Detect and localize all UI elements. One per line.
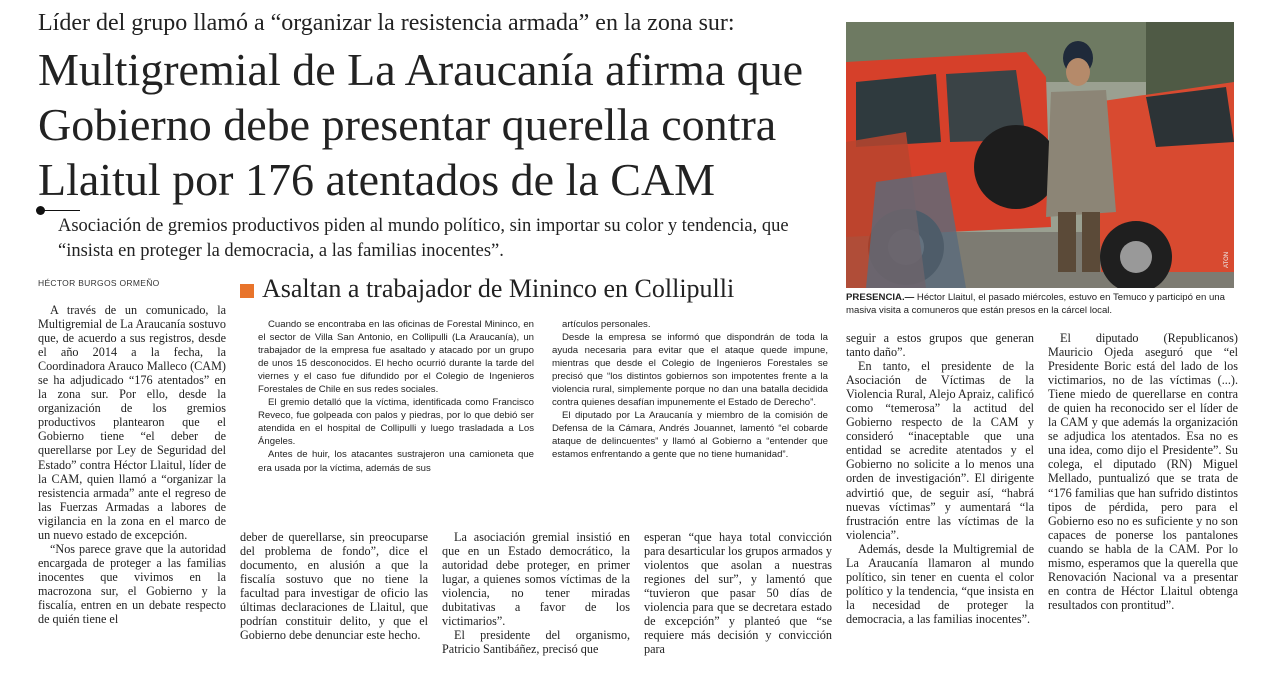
photo-credit: ATON — [1224, 251, 1230, 268]
box-marker-square — [240, 284, 254, 298]
byline: HÉCTOR BURGOS ORMEÑO — [38, 278, 160, 288]
paragraph: Antes de huir, los atacantes sustrajeron una camioneta que era usada por la víctima, además de sus — [258, 449, 534, 474]
paragraph: Cuando se encontraba en las oficinas de Forestal Mininco, en el sector de Villa San Antonio, en Collipulli (La Araucanía), un trabajador de la empresa fue asaltado y atacado por un grupo de unos 15 desconocidos. El hecho ocurrió durante la tarde del viernes y el caso fue difundido por el Colegio de Ingenieros Forestales de Chile en sus redes sociales. — [258, 319, 534, 396]
article-column-2 — [240, 530, 428, 642]
paragraph: Además, desde la Multigremial de La Araucanía llamaron al mundo político, sin tener en cuenta el color político y la tendencia, “que insista en la necesidad de proteger la democracia, a las familias inocentes”. — [846, 541, 1034, 626]
box-column-left — [258, 318, 534, 475]
paragraph: deber de querellarse, sin preocuparse del problema de fondo”, dice el documento, en alusión a que la fiscalía sostuvo que no tiene la facultad para investigar de oficio las últimas declaraciones de Llaitul, que podrían constituir delito, y que el Gobierno debe denunciar este hecho. — [240, 530, 428, 643]
kicker: Líder del grupo llamó a “organizar la resistencia armada” en la zona sur: — [38, 10, 735, 36]
paragraph: “Nos parece grave que la autoridad encargada de proteger a las familias inocentes que vivimos en la macrozona sur, el Gobierno y la fiscalía, entren en un debate respecto de quién tiene el — [38, 541, 226, 627]
photo-caption — [846, 292, 1238, 317]
paragraph: El gremio detalló que la víctima, identificada como Francisco Reveco, fue golpeada con palos y piedras, por lo que debió ser atendida en el hospital de Collipulli y luego trasladada a Los Ángeles. — [258, 397, 534, 448]
photo-illustration — [846, 22, 1234, 288]
deck: Asociación de gremios productivos piden al mundo político, sin importar su color y tendencia, que “insista en proteger la democracia, a las familias inocentes”. — [58, 216, 789, 261]
paragraph: esperan “que haya total convicción para desarticular los grupos armados y violentos que asolan a nuestras regiones del sur”, y lamentó que “tuvieron que pasar 50 días de violencia para que se decretara estado de excepción” y planteó que “se requiere más decisión y convicción para — [644, 530, 832, 657]
paragraph: seguir a estos grupos que generan tanto daño”. — [846, 331, 1034, 360]
article-column-6 — [1048, 331, 1238, 612]
paragraph: A través de un comunicado, la Multigremial de La Araucanía sostuvo que, de acuerdo a sus registros, desde el año 2014 a la fecha, la Coordinadora Arauco Malleco (CAM) se ha adjudicado “176 atentados” en la zona sur. Por ello, desde la organización de los gremios productivos plantearon que el Gobierno tiene “el deber de querellarse por Ley de Seguridad del Estado” contra Héctor Llaitul, líder de la CAM, quien llamó a “organizar la resistencia armada” ante el regreso de las Fuerzas Armadas a labores de vigilancia en la zona en el marco de un nuevo estado de excepción. — [38, 303, 226, 542]
paragraph: artículos personales. — [562, 319, 651, 330]
paragraph: El diputado (Republicanos) Mauricio Ojeda aseguró que “el Presidente Boric está del lado de los victimarios, no de las víctimas (...). Tiene miedo de querellarse en contra de quien ha reconocido ser el líder de la CAM y que además la organización se adjudica los atentados. Esa no es una idea, como dijo el Presidente”. Su colega, el diputado (RN) Miguel Mellado, puntualizó que se trata de “176 familias que han sufrido distintos tipos de pérdida, pero para el Gobierno eso no es suficiente y no son capaces de ponerse los pantalones cuando se habla de la CAM. Por lo mismo, esperamos que la querella que Renovación Nacional va a presentar en contra de Héctor Llaitul obtenga resultados con prontitud”. — [1048, 331, 1238, 612]
box-title: Asaltan a trabajador de Mininco en Collipulli — [262, 274, 735, 303]
news-photo — [846, 22, 1234, 288]
deck-rule-line — [44, 210, 80, 211]
article-column-1 — [38, 303, 226, 626]
paragraph: El presidente del organismo, Patricio Santibáñez, precisó que — [442, 628, 630, 657]
article-column-3 — [442, 530, 630, 656]
caption-label: PRESENCIA.— — [846, 292, 915, 303]
paragraph: El diputado por La Araucanía y miembro de la comisión de Defensa de la Cámara, Andrés Jouannet, lamentó “el cobarde ataque de delincuentes” y llamó al Gobierno a “entender que estamos enfrentando a gente que no tiene humanidad”. — [552, 410, 828, 461]
article-column-4 — [644, 530, 832, 656]
paragraph: La asociación gremial insistió en que en un Estado democrático, la autoridad debe proteger, en primer lugar, a quienes somos víctimas de la violencia, no tener miradas dubitativas a favor de los victimarios”. — [442, 530, 630, 629]
caption-text: Héctor Llaitul, el pasado miércoles, estuvo en Temuco y participó en una masiva visita a comuneros que están presos en la cárcel local. — [846, 292, 1225, 316]
headline: Multigremial de La Araucanía afirma que Gobierno debe presentar querella contra Llaitul por 176 atentados de la CAM — [38, 44, 804, 205]
article-column-5 — [846, 331, 1034, 626]
paragraph: Desde la empresa se informó que dispondrán de toda la ayuda necesaria para evitar que el ataque quede impune, mientras que desde el Colegio de Ingenieros Forestales se precisó que “los distintos gobiernos son impotentes frente a la violencia rural, simplemente porque no dan una batalla decidida contra quienes desafían impunemente el Estado de Derecho”. — [552, 332, 828, 409]
paragraph: En tanto, el presidente de la Asociación de Víctimas de la Violencia Rural, Alejo Apraiz, calificó como “temerosa” la actitud del Gobierno respecto de la CAM y consideró “inaceptable que una entidad se acredite atentados y el Gobierno no solicite a lo menos una orden de investigación”. El dirigente advirtió que, de seguir así, “habrá nuevas víctimas” y aumentará “la frustración entre las víctimas de la violencia”. — [846, 359, 1034, 542]
box-column-right — [552, 318, 828, 462]
